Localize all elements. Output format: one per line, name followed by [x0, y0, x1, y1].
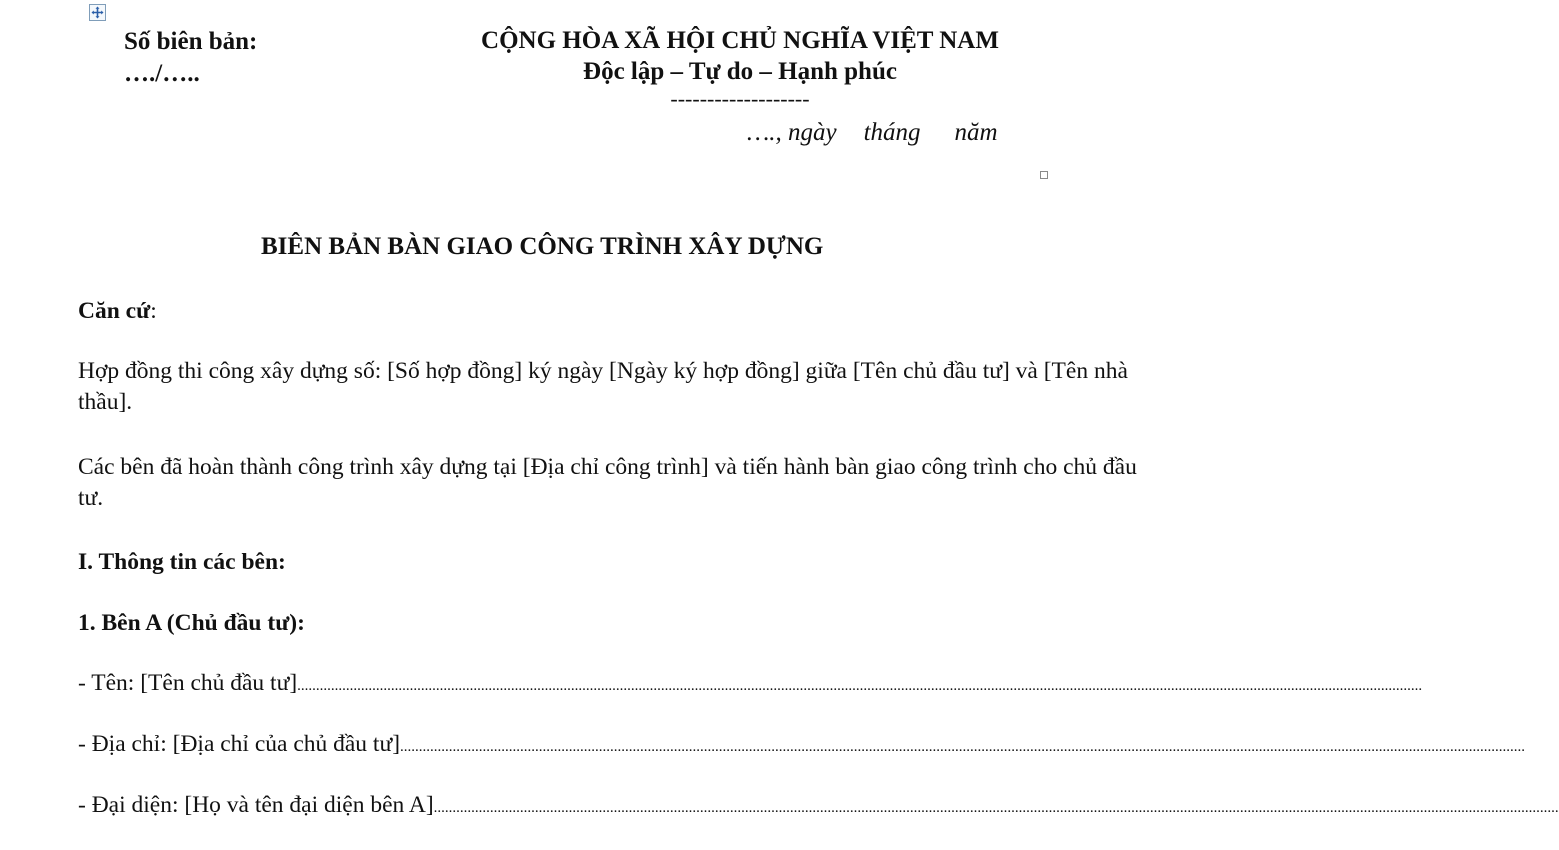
section-parties-heading: I. Thông tin các bên: [78, 549, 286, 575]
field-name-row [78, 668, 1423, 702]
field-name-label: - Tên: [Tên chủ đầu tư] [78, 670, 298, 696]
field-name-dot-leader: ............................................................................................................................................................................................................................................................................................................ [297, 678, 1423, 694]
field-address-row [78, 729, 1526, 763]
record-number-value: …./….. [124, 60, 200, 87]
national-title: CỘNG HÒA XÃ HỘI CHỦ NGHĨA VIỆT NAM [481, 27, 999, 54]
date-line [747, 119, 998, 147]
field-representative-dot-leader: ............................................................................................................................................................................................................................................................................................................ [433, 800, 1559, 816]
basis-label: Căn cứ [78, 298, 151, 324]
basis-colon: : [150, 298, 157, 324]
basis-heading [78, 296, 1138, 327]
field-address-label: - Địa chỉ: [Địa chỉ của chủ đầu tư] [78, 731, 401, 757]
date-month: tháng [863, 119, 921, 146]
date-day: …., ngày [747, 119, 837, 146]
national-motto: Độc lập – Tự do – Hạnh phúc [583, 58, 897, 85]
party-a-heading: 1. Bên A (Chủ đầu tư): [78, 610, 305, 636]
field-representative-row [78, 790, 1559, 824]
field-address-dot-leader: ............................................................................................................................................................................................................................................................................................................ [400, 739, 1526, 755]
table-move-handle-icon[interactable] [89, 4, 106, 21]
motto-underline: ------------------- [670, 86, 810, 111]
document-title: BIÊN BẢN BÀN GIAO CÔNG TRÌNH XÂY DỰNG [261, 233, 824, 260]
table-resize-handle-icon[interactable] [1040, 171, 1048, 179]
contract-paragraph: Hợp đồng thi công xây dựng số: [Số hợp đồng] ký ngày [Ngày ký hợp đồng] giữa [Tên chủ đầu tư] và [Tên nhà thầu]. [78, 358, 1128, 415]
completion-paragraph: Các bên đã hoàn thành công trình xây dựng tại [Địa chỉ công trình] và tiến hành bàn giao công trình cho chủ đầu tư. [78, 454, 1137, 511]
record-number-label: Số biên bản: [124, 28, 258, 55]
date-year: năm [954, 119, 998, 146]
field-representative-label: - Đại diện: [Họ và tên đại diện bên A] [78, 792, 434, 818]
